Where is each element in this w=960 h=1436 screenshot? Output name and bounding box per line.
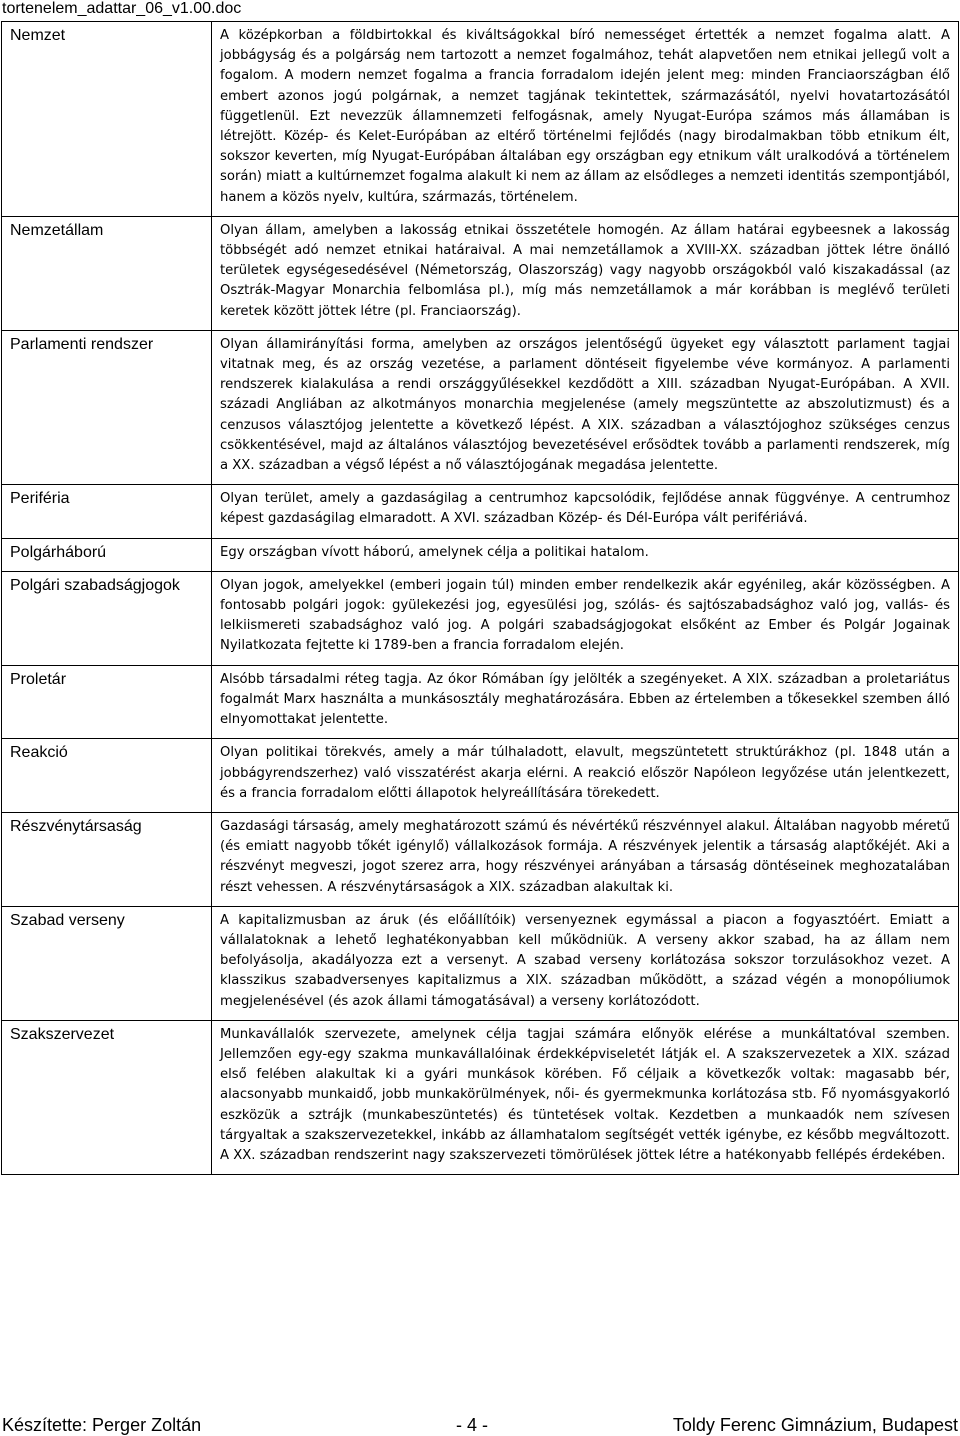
footer-author: Készítette: Perger Zoltán [2,1415,202,1435]
footer-school: Toldy Ferenc Gimnázium, Budapest [672,1415,958,1435]
table-row [2,571,959,665]
document-title: tortenelem_adattar_06_v1.00.doc [2,0,242,17]
table-row [2,330,959,484]
glossary-table [1,21,959,1175]
term-cell: Részvénytársaság [2,812,212,906]
definition-cell: A középkorban a földbirtokkal és kiváltságokkal bíró nemességet értették a nemzet fogalma alatt. A jobbágyság és a polgárság nem tartozott a nemzet fogalmához, tehát alapvetően nem etnikai jellegű volt a fogalom. A modern nemzet fogalma a francia forradalom idején jelent meg: minden Franciaországban élő embert azonos jogú polgárnak, a nemzet tagjának tekintettek, származásától, nyelvi hovatartozásától függetlenül. Ezt nevezzük államnemzeti felfogásnak, amely Nyugat-Európa számos más államában is létrejött. Közép- és Kelet-Európában az eltérő történelmi fejlődés (nagy birodalmakban több etnikum élt, sokszor keverten, míg Nyugat-Európában általában egy országban egy etnikum vált uralkodóvá a történelem során) miatt a kultúrnemzet fogalma alakult ki nem az állam az elsődleges a nemzeti identitás szempontjából, hanem a közös nyelv, kultúra, származás, történelem. [212,22,959,217]
term-cell: Polgárháború [2,538,212,571]
table-row [2,216,959,330]
definition-cell: Gazdasági társaság, amely meghatározott számú és névértékű részvénnyel alakul. Általában nagyobb méretű (és emiatt nagyobb tőkét igénylő) vállalkozások formája. A részvények jelentik a társaság alaptőkéjét. Aki a részvényt megveszi, jogot szerez arra, hogy részvényei arányában a társaság döntéseinek meghozatalában részt vehessen. A részvénytársaságok a XIX. században alakultak ki. [212,812,959,906]
term-cell: Proletár [2,665,212,739]
table-row [2,739,959,813]
term-cell: Polgári szabadságjogok [2,571,212,665]
table-row [2,538,959,571]
table-row [2,1020,959,1174]
definition-cell: A kapitalizmusban az áruk (és előállítóik) versenyeznek egymással a piacon a fogyasztóért. Emiatt a vállalatoknak a lehető leghatékonyabban kell működniük. A verseny akkor szabad, ha az állam nem befolyásolja, akadályozza ezt a versenyt. A szabad verseny korlátozása sokszor torzulásokhoz vezet. A klasszikus szabadversenyes kapitalizmus a XIX. században működött, a század végén a monopóliumok megjelenésével (és azok állami támogatásával) a verseny korlátozódott. [212,906,959,1020]
term-cell: Nemzet [2,22,212,217]
table-row [2,812,959,906]
page-footer [0,1414,960,1436]
table-row [2,22,959,217]
term-cell: Nemzetállam [2,216,212,330]
definition-cell: Olyan jogok, amelyekkel (emberi jogain túl) minden ember rendelkezik akár egyénileg, akár közösségben. A fontosabb polgári jogok: gyülekezési jog, egyesülési jog, szólás- és sajtószabadsághoz való jog, vallás- és lelkiismereti szabadsághoz való jog. A polgári szabadságjogokat elsőként az Ember és Polgár Jogainak Nyilatkozata fejtette ki 1789-ben a francia forradalom elején. [212,571,959,665]
term-cell: Parlamenti rendszer [2,330,212,484]
definition-cell: Egy országban vívott háború, amelynek célja a politikai hatalom. [212,538,959,571]
table-row [2,485,959,538]
definition-cell: Munkavállalók szervezete, amelynek célja tagjai számára előnyök elérése a munkáltatóval szemben. Jellemzően egy-egy szakma munkavállalóinak érdekképviseletét látják el. A szakszervezetek a XIX. század első felében alakultak ki a gyári munkások körében. Fő céljaik a következők voltak: magasabb bér, alacsonyabb munkaidő, jobb munkakörülmények, női- és gyermekmunka korlátozása stb. Fő nyomásgyakorló eszközük a sztrájk (munkabeszüntetés) és tüntetések voltak. Kezdetben a munkaadók nem szívesen tárgyaltak a szakszervezetekkel, inkább az államhatalom segítségét vették igénybe, ez később megváltozott. A XX. században rendszerint nagy szakszervezeti tömörülések jöttek létre a hatékonyabb fellépés érdekében. [212,1020,959,1174]
term-cell: Reakció [2,739,212,813]
definition-cell: Olyan politikai törekvés, amely a már túlhaladott, elavult, megszüntetett struktúrákhoz (pl. 1848 után a jobbágyrendszerhez) való visszatérést akarja elérni. A reakció először Napóleon legyőzése után jelentkezett, és a francia forradalom előtti állapotok helyreállítására törekedett. [212,739,959,813]
footer-page-number: - 4 - [456,1415,489,1435]
term-cell: Szakszervezet [2,1020,212,1174]
table-row [2,906,959,1020]
definition-cell: Olyan terület, amely a gazdaságilag a centrumhoz kapcsolódik, fejlődése annak függvénye. A centrumhoz képest gazdaságilag elmaradott. A XVI. században Közép- és Dél-Európa vált perifériává. [212,485,959,538]
table-row [2,665,959,739]
definition-cell: Olyan államirányítási forma, amelyben az országos jelentőségű ügyeket egy választott parlament tagjai vitatnak meg, és az ország vezetése, a parlament döntéseit figyelembe véve kormányoz. A parlamenti rendszerek kialakulása a rendi országgyűlésekkel kezdődött a XIII. században Nyugat-Európában. A XVII. századi Angliában az alkotmányos monarchia megjelenése (amely megszüntette az abszolutizmust) és a cenzusos választójog jelentette a következő lépést. A XIX. században a választójoghoz szükséges cenzus csökkentésével, majd az általános választójog bevezetésével erősödtek tovább a parlamenti rendszerek, míg a XX. században a végső lépést a nő választójogának megadása jelentette. [212,330,959,484]
definition-cell: Alsóbb társadalmi réteg tagja. Az ókor Rómában így jelölték a szegényeket. A XIX. században a proletariátus fogalmát Marx használta a munkásosztály meghatározására. Ebben az értelemben a tőkesekkel szemben álló elnyomottakat jelentette. [212,665,959,739]
definition-cell: Olyan állam, amelyben a lakosság etnikai összetétele homogén. Az állam határai egybeesnek a lakosság többségét adó nemzet etnikai határaival. A mai nemzetállamok a XVIII-XX. században jöttek létre önálló területek egységesedésével (Németország, Olaszország) vagy nagyobb országokból való kiszakadással (az Osztrák-Magyar Monarchia felbomlása pl.), míg más nemzetállamok a már korábban is meglévő területi keretek között jöttek létre (pl. Franciaország). [212,216,959,330]
term-cell: Periféria [2,485,212,538]
term-cell: Szabad verseny [2,906,212,1020]
